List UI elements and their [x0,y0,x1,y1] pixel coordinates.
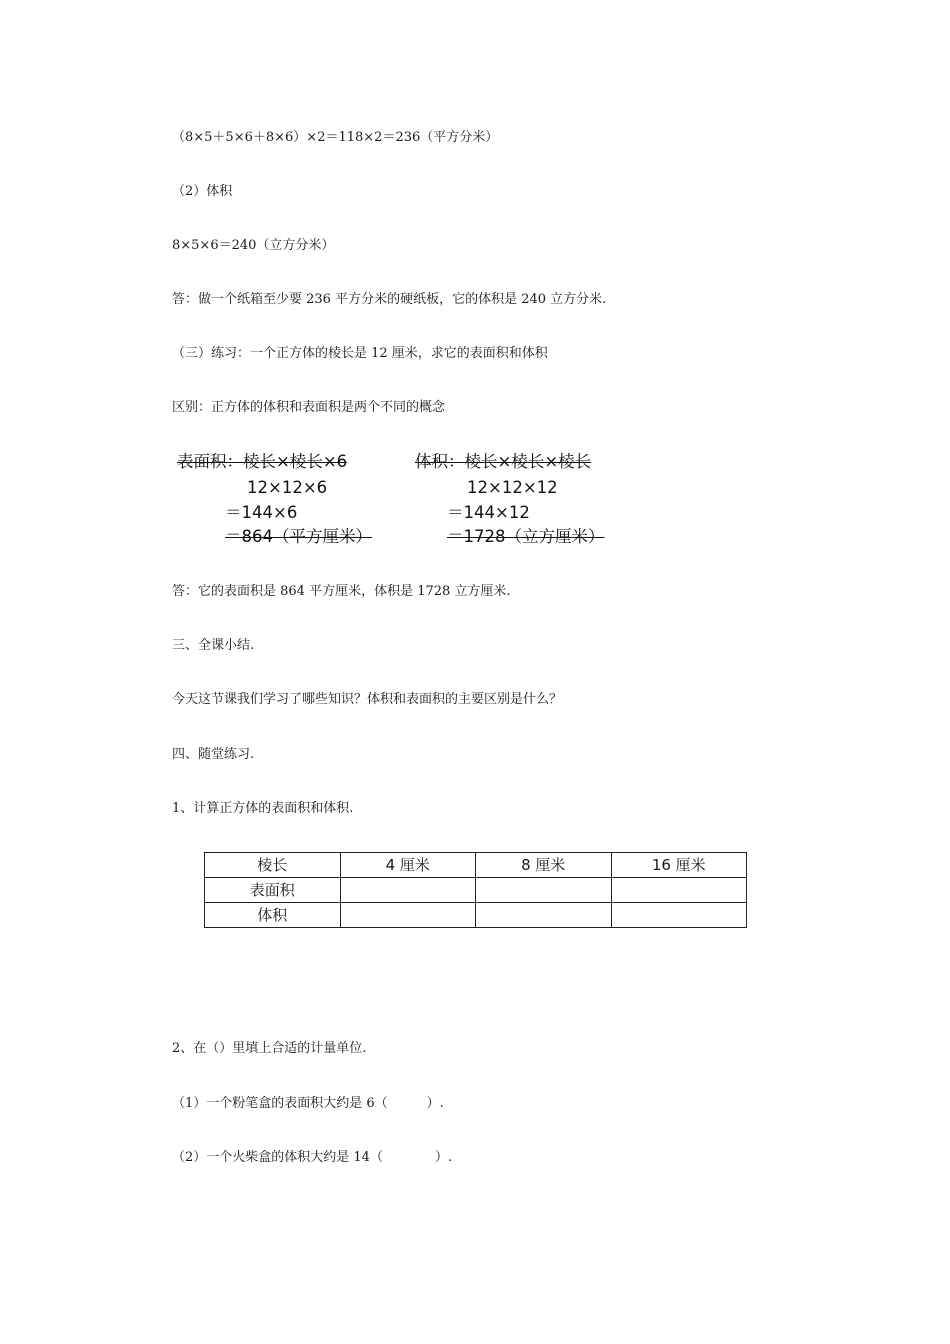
table-cell: 体积 [205,903,341,928]
table-cell [476,903,612,928]
surface-step3: ＝864（平方厘米） [225,527,372,546]
line-summary-heading: 三、全课小结. [172,638,255,653]
line-practice: （三）练习：一个正方体的棱长是 12 厘米，求它的表面积和体积 [172,346,548,361]
line-practice-heading: 四、随堂练习. [172,747,255,762]
table-cell: 4 厘米 [340,853,476,878]
table-row [205,903,747,928]
line-surface-calc: （8×5＋5×6＋8×6）×2＝118×2＝236（平方分米） [172,130,499,145]
line-answer1: 答：做一个纸箱至少要 236 平方分米的硬纸板，它的体积是 240 立方分米. [172,292,607,307]
volume-step3: ＝1728（立方厘米） [447,527,605,546]
table-row [205,878,747,903]
volume-formula-label: 体积：棱长×棱长×棱长 [415,452,592,471]
surface-step2: ＝144×6 [225,503,298,522]
table-cell: 8 厘米 [476,853,612,878]
line-q2-2: （2）一个火柴盒的体积大约是 14（ ）. [172,1150,453,1165]
line-volume-heading: （2）体积 [172,184,233,199]
line-q1: 1、计算正方体的表面积和体积. [172,801,354,816]
volume-step2: ＝144×12 [447,503,530,522]
surface-step1: 12×12×6 [247,478,328,497]
line-q2-1: （1）一个粉笔盒的表面积大约是 6（ ）. [172,1096,444,1111]
table-cell [611,878,747,903]
table-cell [476,878,612,903]
table-cell: 棱长 [205,853,341,878]
table-cell: 16 厘米 [611,853,747,878]
solution-figure [175,446,615,556]
line-q2: 2、在（）里填上合适的计量单位. [172,1041,367,1056]
volume-step1: 12×12×12 [467,478,558,497]
line-difference: 区别：正方体的体积和表面积是两个不同的概念 [172,400,446,415]
surface-formula-label: 表面积：棱长×棱长×6 [177,452,348,471]
table-cell [340,878,476,903]
table-header-row [205,853,747,878]
line-summary-question: 今天这节课我们学习了哪些知识？体积和表面积的主要区别是什么？ [172,692,563,707]
table-cell [611,903,747,928]
table-cell: 表面积 [205,878,341,903]
cube-table [204,852,747,928]
line-volume-calc: 8×5×6＝240（立方分米） [172,238,335,253]
line-answer2: 答：它的表面积是 864 平方厘米，体积是 1728 立方厘米. [172,584,511,599]
table-cell [340,903,476,928]
